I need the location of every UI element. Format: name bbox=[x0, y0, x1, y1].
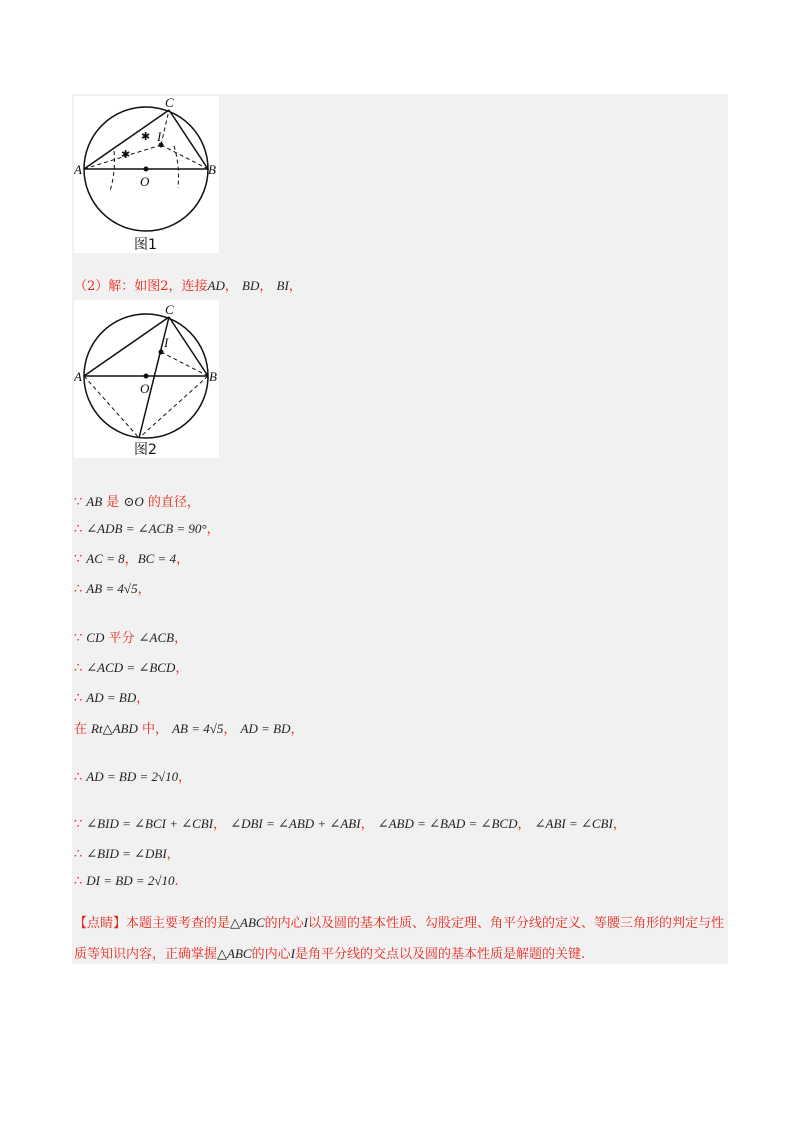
math-expression: CD bbox=[86, 630, 105, 645]
label-i: I bbox=[164, 335, 169, 350]
solution-step bbox=[74, 657, 188, 676]
step-symbol: ∴ bbox=[74, 522, 83, 537]
step-text: ， bbox=[137, 582, 151, 597]
comment-math: △ABC bbox=[217, 946, 252, 961]
label-i: I bbox=[157, 129, 162, 144]
solution-step bbox=[74, 873, 179, 889]
math-expression: ∠ACD = ∠BCD bbox=[86, 660, 176, 675]
solution-step bbox=[74, 813, 626, 832]
figure-1 bbox=[74, 96, 219, 253]
comment-text: 本题主要考查的是 bbox=[126, 916, 231, 931]
solution-step bbox=[74, 718, 304, 737]
math-expression: AD = BD = 2√10 bbox=[86, 769, 179, 784]
step-text: ， bbox=[178, 770, 192, 785]
solution-step bbox=[74, 766, 191, 785]
step-text: ， bbox=[175, 661, 189, 676]
step-symbol: ∵ bbox=[74, 817, 83, 832]
label-o: O bbox=[140, 174, 150, 189]
figure-1-caption: 图1 bbox=[134, 237, 157, 253]
label-c: C bbox=[165, 302, 174, 317]
comment-text: 是角平分线的交点以及圆的基本性质是解题的关键. bbox=[294, 947, 586, 962]
solution-step bbox=[74, 843, 180, 862]
step-symbol: ∵ bbox=[74, 495, 83, 510]
label-c: C bbox=[165, 96, 174, 110]
label-b: B bbox=[209, 369, 217, 384]
comment-math: I bbox=[303, 915, 308, 930]
comment-math: △ABC bbox=[230, 915, 265, 930]
step-text: ， bbox=[223, 722, 241, 737]
math-expression: AC = 8 bbox=[86, 551, 125, 566]
label-a: A bbox=[74, 369, 82, 384]
solution-step bbox=[74, 687, 149, 706]
step-text: ， bbox=[124, 552, 138, 567]
comment-block bbox=[74, 908, 724, 970]
step-text: 中， bbox=[137, 722, 173, 737]
step-text: ， bbox=[206, 522, 220, 537]
solution-step bbox=[74, 518, 220, 537]
math-expression: ∠DBI = ∠ABD + ∠ABI bbox=[230, 816, 361, 831]
step-text: 的直径， bbox=[143, 495, 200, 510]
math-expression: ∠BID = ∠DBI bbox=[86, 846, 167, 861]
comment-label: 【点睛】 bbox=[74, 916, 127, 931]
svg-text:✱: ✱ bbox=[121, 148, 131, 161]
step-text: ， bbox=[290, 722, 304, 737]
step-text: ， bbox=[136, 691, 150, 706]
solution-intro: （2）解：如图2，连接AD， BD， BI， bbox=[74, 278, 302, 294]
step-text: ， bbox=[176, 552, 190, 567]
step-symbol: ∴ bbox=[74, 661, 83, 676]
step-text: ， bbox=[174, 631, 188, 646]
math-expression: AB = 4√5 bbox=[172, 721, 224, 736]
math-expression: ⊙O bbox=[123, 494, 144, 509]
segment-bi: BI bbox=[276, 278, 289, 293]
solution-step bbox=[74, 491, 200, 510]
math-expression: AD = BD bbox=[240, 721, 291, 736]
label-b: B bbox=[208, 162, 216, 177]
step-text: ， bbox=[360, 817, 378, 832]
label-a: A bbox=[74, 162, 82, 177]
step-symbol: ∴ bbox=[74, 874, 83, 889]
math-expression: ∠BID = ∠BCI + ∠CBI bbox=[86, 816, 214, 831]
step-symbol: ∵ bbox=[74, 631, 83, 646]
solution-step bbox=[74, 627, 187, 646]
step-text: . bbox=[174, 874, 179, 889]
segment-ad: AD bbox=[207, 278, 225, 293]
solution-intro-text: （2）解：如图2，连接 bbox=[74, 279, 208, 294]
figure-2-diagram bbox=[74, 300, 219, 458]
step-text: ， bbox=[166, 847, 180, 862]
step-symbol: 在 bbox=[74, 722, 88, 737]
figure-2-caption: 图2 bbox=[134, 442, 157, 458]
step-symbol: ∵ bbox=[74, 552, 83, 567]
math-expression: Rt△ABD bbox=[91, 721, 138, 736]
step-symbol: ∴ bbox=[74, 691, 83, 706]
step-text: ， bbox=[612, 817, 626, 832]
math-expression: BC = 4 bbox=[137, 551, 177, 566]
math-expression: ∠ABI = ∠CBI bbox=[534, 816, 613, 831]
comment-text: 的内心 bbox=[264, 916, 304, 931]
figure-2 bbox=[74, 300, 219, 458]
step-text: 平分 bbox=[104, 631, 139, 646]
step-symbol: ∴ bbox=[74, 770, 83, 785]
math-expression: ∠ABD = ∠BAD = ∠BCD bbox=[377, 816, 518, 831]
label-o: O bbox=[140, 381, 150, 396]
math-expression: AB = 4√5 bbox=[86, 581, 138, 596]
step-text: ， bbox=[213, 817, 231, 832]
math-expression: ∠ADB = ∠ACB = 90° bbox=[86, 521, 207, 536]
solution-step bbox=[74, 578, 151, 597]
solution-step bbox=[74, 548, 189, 567]
comment-text: 以及圆的基本性质、勾股定理、角平分线的定义、等腰三角形的判定与性质等知识内容，正确掌握 bbox=[74, 916, 724, 962]
segment-bd: BD bbox=[242, 278, 260, 293]
math-expression: DI = BD = 2√10 bbox=[86, 873, 175, 888]
math-expression: AD = BD bbox=[86, 690, 137, 705]
math-expression: AB bbox=[86, 494, 103, 509]
svg-text:✱: ✱ bbox=[141, 130, 151, 143]
comment-math: I bbox=[290, 946, 295, 961]
comment-text: 的内心 bbox=[251, 947, 291, 962]
figure-1-diagram bbox=[74, 96, 219, 253]
math-expression: ∠ACB bbox=[138, 630, 175, 645]
step-symbol: ∴ bbox=[74, 582, 83, 597]
step-text: ， bbox=[517, 817, 535, 832]
step-symbol: ∴ bbox=[74, 847, 83, 862]
step-text: 是 bbox=[102, 495, 124, 510]
